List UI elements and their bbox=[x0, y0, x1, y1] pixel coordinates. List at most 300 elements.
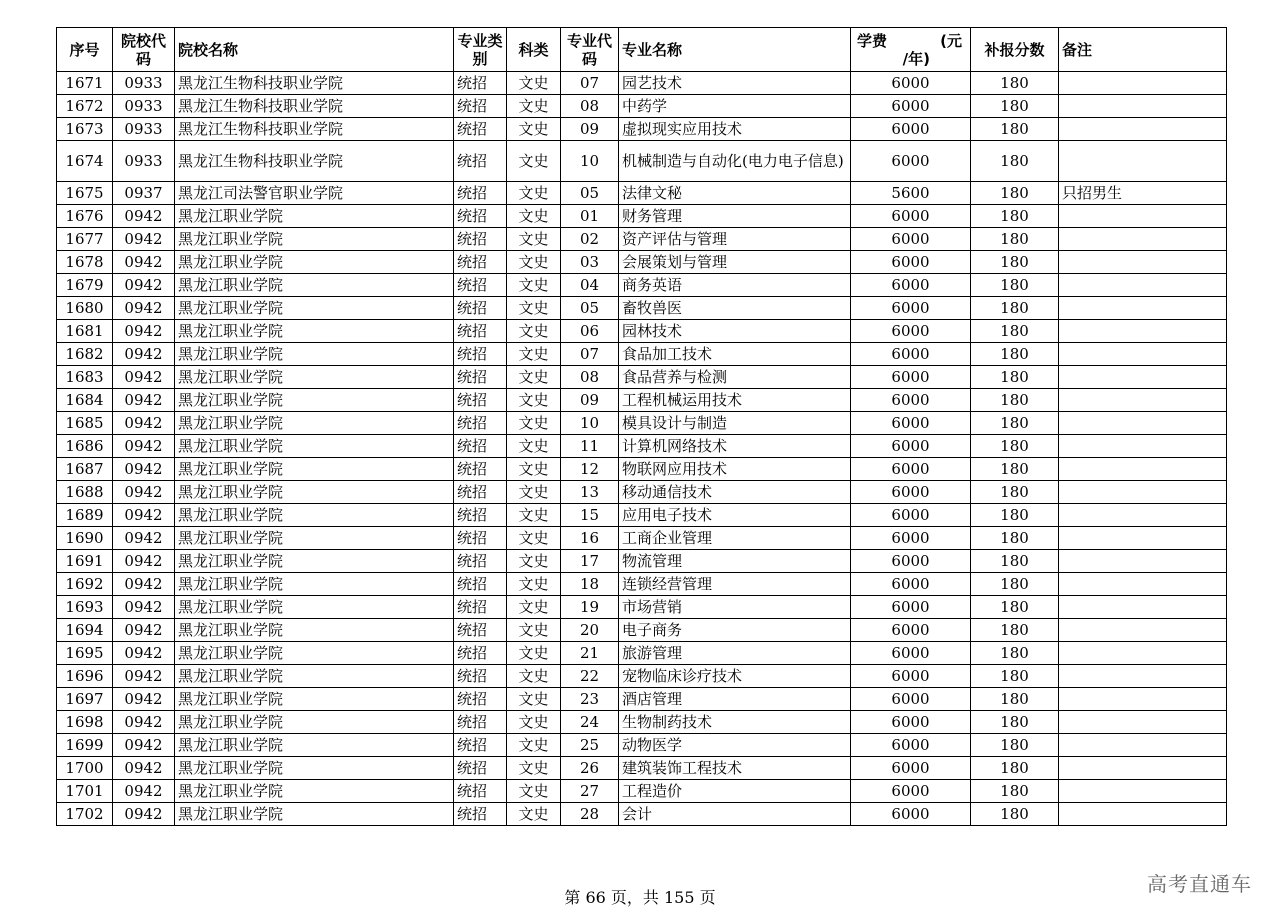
table-row bbox=[57, 389, 1227, 412]
table-row bbox=[57, 366, 1227, 389]
table-row bbox=[57, 228, 1227, 251]
cell-major-code: 23 bbox=[561, 688, 619, 711]
cell-score: 180 bbox=[971, 72, 1059, 95]
cell-score: 180 bbox=[971, 366, 1059, 389]
cell-major-code: 28 bbox=[561, 803, 619, 826]
cell-major-code: 08 bbox=[561, 95, 619, 118]
table-row bbox=[57, 481, 1227, 504]
cell-school-name: 黑龙江职业学院 bbox=[175, 757, 454, 780]
cell-school-name: 黑龙江职业学院 bbox=[175, 688, 454, 711]
cell-school-code: 0942 bbox=[113, 251, 175, 274]
cell-major-name: 市场营销 bbox=[619, 596, 851, 619]
cell-major-code: 24 bbox=[561, 711, 619, 734]
cell-subject: 文史 bbox=[507, 550, 561, 573]
cell-major-name: 生物制药技术 bbox=[619, 711, 851, 734]
cell-note bbox=[1059, 504, 1227, 527]
cell-fee: 6000 bbox=[851, 251, 971, 274]
cell-subject: 文史 bbox=[507, 343, 561, 366]
header-school-name: 院校名称 bbox=[175, 28, 454, 72]
cell-note bbox=[1059, 435, 1227, 458]
cell-school-name: 黑龙江职业学院 bbox=[175, 642, 454, 665]
cell-school-name: 黑龙江职业学院 bbox=[175, 435, 454, 458]
header-major-code: 专业代码 bbox=[561, 28, 619, 72]
cell-major-type: 统招 bbox=[454, 527, 507, 550]
cell-score: 180 bbox=[971, 435, 1059, 458]
cell-score: 180 bbox=[971, 780, 1059, 803]
cell-subject: 文史 bbox=[507, 619, 561, 642]
table-row bbox=[57, 596, 1227, 619]
cell-major-type: 统招 bbox=[454, 596, 507, 619]
cell-subject: 文史 bbox=[507, 72, 561, 95]
cell-fee: 6000 bbox=[851, 619, 971, 642]
cell-seq: 1671 bbox=[57, 72, 113, 95]
cell-school-code: 0933 bbox=[113, 95, 175, 118]
cell-major-code: 09 bbox=[561, 118, 619, 141]
cell-note bbox=[1059, 596, 1227, 619]
cell-seq: 1696 bbox=[57, 665, 113, 688]
table-row bbox=[57, 118, 1227, 141]
cell-major-name: 法律文秘 bbox=[619, 182, 851, 205]
cell-score: 180 bbox=[971, 389, 1059, 412]
cell-subject: 文史 bbox=[507, 182, 561, 205]
cell-seq: 1680 bbox=[57, 297, 113, 320]
cell-subject: 文史 bbox=[507, 504, 561, 527]
cell-score: 180 bbox=[971, 757, 1059, 780]
cell-major-type: 统招 bbox=[454, 366, 507, 389]
cell-note bbox=[1059, 458, 1227, 481]
cell-school-code: 0942 bbox=[113, 780, 175, 803]
cell-fee: 5600 bbox=[851, 182, 971, 205]
cell-fee: 6000 bbox=[851, 757, 971, 780]
cell-school-code: 0942 bbox=[113, 619, 175, 642]
cell-school-code: 0942 bbox=[113, 550, 175, 573]
cell-major-type: 统招 bbox=[454, 504, 507, 527]
cell-score: 180 bbox=[971, 803, 1059, 826]
cell-score: 180 bbox=[971, 205, 1059, 228]
cell-major-name: 园艺技术 bbox=[619, 72, 851, 95]
cell-fee: 6000 bbox=[851, 274, 971, 297]
cell-major-name: 财务管理 bbox=[619, 205, 851, 228]
table-body bbox=[57, 72, 1227, 826]
cell-major-code: 25 bbox=[561, 734, 619, 757]
cell-note bbox=[1059, 366, 1227, 389]
cell-note bbox=[1059, 205, 1227, 228]
cell-school-code: 0942 bbox=[113, 481, 175, 504]
table-row bbox=[57, 458, 1227, 481]
cell-major-type: 统招 bbox=[454, 734, 507, 757]
cell-score: 180 bbox=[971, 297, 1059, 320]
cell-major-name: 计算机网络技术 bbox=[619, 435, 851, 458]
cell-major-code: 17 bbox=[561, 550, 619, 573]
cell-fee: 6000 bbox=[851, 504, 971, 527]
cell-note bbox=[1059, 297, 1227, 320]
cell-school-name: 黑龙江职业学院 bbox=[175, 734, 454, 757]
cell-major-type: 统招 bbox=[454, 297, 507, 320]
cell-seq: 1685 bbox=[57, 412, 113, 435]
cell-seq: 1677 bbox=[57, 228, 113, 251]
cell-school-code: 0942 bbox=[113, 366, 175, 389]
cell-fee: 6000 bbox=[851, 141, 971, 182]
cell-major-type: 统招 bbox=[454, 389, 507, 412]
cell-major-name: 宠物临床诊疗技术 bbox=[619, 665, 851, 688]
cell-subject: 文史 bbox=[507, 205, 561, 228]
cell-score: 180 bbox=[971, 619, 1059, 642]
table-row bbox=[57, 412, 1227, 435]
cell-score: 180 bbox=[971, 458, 1059, 481]
cell-score: 180 bbox=[971, 527, 1059, 550]
cell-subject: 文史 bbox=[507, 435, 561, 458]
cell-school-code: 0942 bbox=[113, 228, 175, 251]
cell-score: 180 bbox=[971, 274, 1059, 297]
cell-school-code: 0942 bbox=[113, 320, 175, 343]
cell-note bbox=[1059, 343, 1227, 366]
cell-seq: 1697 bbox=[57, 688, 113, 711]
cell-major-name: 模具设计与制造 bbox=[619, 412, 851, 435]
cell-major-type: 统招 bbox=[454, 803, 507, 826]
cell-school-name: 黑龙江职业学院 bbox=[175, 527, 454, 550]
cell-school-name: 黑龙江职业学院 bbox=[175, 619, 454, 642]
cell-major-name: 工程机械运用技术 bbox=[619, 389, 851, 412]
header-score: 补报分数 bbox=[971, 28, 1059, 72]
cell-school-name: 黑龙江生物科技职业学院 bbox=[175, 72, 454, 95]
cell-note bbox=[1059, 72, 1227, 95]
cell-score: 180 bbox=[971, 228, 1059, 251]
cell-subject: 文史 bbox=[507, 642, 561, 665]
cell-note bbox=[1059, 228, 1227, 251]
cell-fee: 6000 bbox=[851, 688, 971, 711]
cell-score: 180 bbox=[971, 95, 1059, 118]
cell-score: 180 bbox=[971, 665, 1059, 688]
cell-seq: 1690 bbox=[57, 527, 113, 550]
table-row bbox=[57, 182, 1227, 205]
cell-note bbox=[1059, 481, 1227, 504]
table-row bbox=[57, 642, 1227, 665]
cell-school-name: 黑龙江职业学院 bbox=[175, 711, 454, 734]
cell-school-name: 黑龙江职业学院 bbox=[175, 504, 454, 527]
cell-score: 180 bbox=[971, 688, 1059, 711]
cell-score: 180 bbox=[971, 251, 1059, 274]
cell-school-code: 0942 bbox=[113, 458, 175, 481]
cell-note bbox=[1059, 711, 1227, 734]
cell-major-code: 05 bbox=[561, 297, 619, 320]
cell-subject: 文史 bbox=[507, 320, 561, 343]
cell-note bbox=[1059, 550, 1227, 573]
table-row bbox=[57, 297, 1227, 320]
cell-major-type: 统招 bbox=[454, 343, 507, 366]
cell-fee: 6000 bbox=[851, 435, 971, 458]
page-footer: 第 66 页，共 155 页 bbox=[564, 888, 716, 907]
cell-score: 180 bbox=[971, 343, 1059, 366]
watermark-logo: 高考直通车 bbox=[1147, 872, 1252, 896]
cell-major-code: 27 bbox=[561, 780, 619, 803]
cell-subject: 文史 bbox=[507, 527, 561, 550]
cell-major-name: 商务英语 bbox=[619, 274, 851, 297]
cell-school-code: 0942 bbox=[113, 412, 175, 435]
cell-major-type: 统招 bbox=[454, 665, 507, 688]
table-row bbox=[57, 527, 1227, 550]
cell-fee: 6000 bbox=[851, 573, 971, 596]
cell-school-code: 0937 bbox=[113, 182, 175, 205]
cell-major-code: 06 bbox=[561, 320, 619, 343]
cell-note bbox=[1059, 320, 1227, 343]
cell-subject: 文史 bbox=[507, 481, 561, 504]
cell-seq: 1695 bbox=[57, 642, 113, 665]
cell-seq: 1699 bbox=[57, 734, 113, 757]
cell-note bbox=[1059, 412, 1227, 435]
table-row bbox=[57, 95, 1227, 118]
cell-note: 只招男生 bbox=[1059, 182, 1227, 205]
cell-seq: 1674 bbox=[57, 141, 113, 182]
cell-major-name: 物流管理 bbox=[619, 550, 851, 573]
table-row bbox=[57, 573, 1227, 596]
header-fee bbox=[851, 28, 971, 72]
table-row bbox=[57, 780, 1227, 803]
cell-note bbox=[1059, 619, 1227, 642]
cell-major-code: 03 bbox=[561, 251, 619, 274]
table-row bbox=[57, 320, 1227, 343]
cell-major-type: 统招 bbox=[454, 72, 507, 95]
header-fee-unit-close: /年) bbox=[902, 50, 930, 68]
cell-seq: 1694 bbox=[57, 619, 113, 642]
cell-school-name: 黑龙江职业学院 bbox=[175, 366, 454, 389]
cell-note bbox=[1059, 118, 1227, 141]
cell-seq: 1678 bbox=[57, 251, 113, 274]
cell-seq: 1683 bbox=[57, 366, 113, 389]
cell-major-type: 统招 bbox=[454, 711, 507, 734]
cell-major-code: 18 bbox=[561, 573, 619, 596]
cell-fee: 6000 bbox=[851, 734, 971, 757]
header-seq: 序号 bbox=[57, 28, 113, 72]
cell-seq: 1702 bbox=[57, 803, 113, 826]
cell-major-code: 26 bbox=[561, 757, 619, 780]
cell-note bbox=[1059, 141, 1227, 182]
cell-school-name: 黑龙江司法警官职业学院 bbox=[175, 182, 454, 205]
cell-school-code: 0942 bbox=[113, 757, 175, 780]
cell-major-code: 21 bbox=[561, 642, 619, 665]
cell-subject: 文史 bbox=[507, 688, 561, 711]
cell-major-code: 01 bbox=[561, 205, 619, 228]
cell-fee: 6000 bbox=[851, 389, 971, 412]
header-major-name: 专业名称 bbox=[619, 28, 851, 72]
cell-major-type: 统招 bbox=[454, 435, 507, 458]
cell-school-code: 0942 bbox=[113, 389, 175, 412]
cell-seq: 1701 bbox=[57, 780, 113, 803]
cell-score: 180 bbox=[971, 504, 1059, 527]
table-row bbox=[57, 734, 1227, 757]
cell-school-code: 0933 bbox=[113, 72, 175, 95]
cell-seq: 1672 bbox=[57, 95, 113, 118]
cell-school-name: 黑龙江职业学院 bbox=[175, 458, 454, 481]
cell-fee: 6000 bbox=[851, 803, 971, 826]
cell-major-type: 统招 bbox=[454, 141, 507, 182]
cell-major-name: 酒店管理 bbox=[619, 688, 851, 711]
cell-note bbox=[1059, 95, 1227, 118]
cell-seq: 1687 bbox=[57, 458, 113, 481]
cell-school-name: 黑龙江职业学院 bbox=[175, 803, 454, 826]
cell-major-name: 食品加工技术 bbox=[619, 343, 851, 366]
cell-school-name: 黑龙江职业学院 bbox=[175, 665, 454, 688]
cell-seq: 1679 bbox=[57, 274, 113, 297]
cell-note bbox=[1059, 389, 1227, 412]
admission-table bbox=[56, 27, 1227, 826]
cell-school-name: 黑龙江生物科技职业学院 bbox=[175, 118, 454, 141]
cell-major-code: 02 bbox=[561, 228, 619, 251]
cell-school-name: 黑龙江职业学院 bbox=[175, 573, 454, 596]
cell-major-code: 10 bbox=[561, 141, 619, 182]
cell-major-name: 工商企业管理 bbox=[619, 527, 851, 550]
cell-subject: 文史 bbox=[507, 596, 561, 619]
cell-score: 180 bbox=[971, 412, 1059, 435]
cell-school-name: 黑龙江职业学院 bbox=[175, 274, 454, 297]
cell-major-type: 统招 bbox=[454, 481, 507, 504]
cell-major-type: 统招 bbox=[454, 95, 507, 118]
cell-major-code: 16 bbox=[561, 527, 619, 550]
cell-note bbox=[1059, 527, 1227, 550]
cell-major-type: 统招 bbox=[454, 251, 507, 274]
cell-subject: 文史 bbox=[507, 780, 561, 803]
table-row bbox=[57, 274, 1227, 297]
cell-major-type: 统招 bbox=[454, 550, 507, 573]
cell-score: 180 bbox=[971, 711, 1059, 734]
cell-school-code: 0942 bbox=[113, 274, 175, 297]
cell-score: 180 bbox=[971, 596, 1059, 619]
cell-major-type: 统招 bbox=[454, 642, 507, 665]
cell-major-type: 统招 bbox=[454, 780, 507, 803]
cell-school-code: 0942 bbox=[113, 205, 175, 228]
cell-major-type: 统招 bbox=[454, 118, 507, 141]
cell-major-code: 15 bbox=[561, 504, 619, 527]
cell-score: 180 bbox=[971, 141, 1059, 182]
cell-school-code: 0942 bbox=[113, 665, 175, 688]
cell-school-name: 黑龙江职业学院 bbox=[175, 320, 454, 343]
cell-note bbox=[1059, 573, 1227, 596]
cell-major-code: 07 bbox=[561, 343, 619, 366]
cell-school-name: 黑龙江生物科技职业学院 bbox=[175, 141, 454, 182]
cell-major-code: 10 bbox=[561, 412, 619, 435]
table-row bbox=[57, 688, 1227, 711]
cell-major-type: 统招 bbox=[454, 320, 507, 343]
cell-major-name: 旅游管理 bbox=[619, 642, 851, 665]
cell-fee: 6000 bbox=[851, 297, 971, 320]
cell-note bbox=[1059, 734, 1227, 757]
cell-subject: 文史 bbox=[507, 95, 561, 118]
table-row bbox=[57, 550, 1227, 573]
cell-major-type: 统招 bbox=[454, 573, 507, 596]
cell-seq: 1676 bbox=[57, 205, 113, 228]
cell-major-name: 畜牧兽医 bbox=[619, 297, 851, 320]
cell-subject: 文史 bbox=[507, 412, 561, 435]
cell-note bbox=[1059, 688, 1227, 711]
cell-fee: 6000 bbox=[851, 642, 971, 665]
cell-seq: 1691 bbox=[57, 550, 113, 573]
cell-score: 180 bbox=[971, 642, 1059, 665]
table-row bbox=[57, 757, 1227, 780]
cell-school-code: 0933 bbox=[113, 141, 175, 182]
cell-school-code: 0942 bbox=[113, 711, 175, 734]
cell-major-type: 统招 bbox=[454, 412, 507, 435]
cell-subject: 文史 bbox=[507, 573, 561, 596]
cell-seq: 1673 bbox=[57, 118, 113, 141]
cell-fee: 6000 bbox=[851, 550, 971, 573]
cell-subject: 文史 bbox=[507, 228, 561, 251]
cell-seq: 1700 bbox=[57, 757, 113, 780]
cell-fee: 6000 bbox=[851, 72, 971, 95]
cell-fee: 6000 bbox=[851, 458, 971, 481]
cell-school-code: 0942 bbox=[113, 596, 175, 619]
cell-school-name: 黑龙江职业学院 bbox=[175, 412, 454, 435]
cell-major-name: 虚拟现实应用技术 bbox=[619, 118, 851, 141]
cell-subject: 文史 bbox=[507, 251, 561, 274]
table-row bbox=[57, 435, 1227, 458]
cell-fee: 6000 bbox=[851, 780, 971, 803]
cell-score: 180 bbox=[971, 182, 1059, 205]
cell-score: 180 bbox=[971, 481, 1059, 504]
cell-subject: 文史 bbox=[507, 458, 561, 481]
header-subject: 科类 bbox=[507, 28, 561, 72]
cell-major-name: 会计 bbox=[619, 803, 851, 826]
cell-subject: 文史 bbox=[507, 274, 561, 297]
header-row bbox=[57, 28, 1227, 72]
cell-school-name: 黑龙江职业学院 bbox=[175, 228, 454, 251]
cell-school-name: 黑龙江职业学院 bbox=[175, 343, 454, 366]
cell-seq: 1681 bbox=[57, 320, 113, 343]
cell-subject: 文史 bbox=[507, 297, 561, 320]
cell-major-code: 07 bbox=[561, 72, 619, 95]
cell-major-code: 20 bbox=[561, 619, 619, 642]
cell-fee: 6000 bbox=[851, 228, 971, 251]
table-row bbox=[57, 803, 1227, 826]
header-fee-label: 学费 bbox=[857, 32, 888, 50]
cell-school-name: 黑龙江职业学院 bbox=[175, 251, 454, 274]
cell-school-name: 黑龙江职业学院 bbox=[175, 596, 454, 619]
cell-seq: 1698 bbox=[57, 711, 113, 734]
cell-fee: 6000 bbox=[851, 366, 971, 389]
cell-school-name: 黑龙江生物科技职业学院 bbox=[175, 95, 454, 118]
cell-major-name: 建筑装饰工程技术 bbox=[619, 757, 851, 780]
cell-school-name: 黑龙江职业学院 bbox=[175, 297, 454, 320]
cell-school-code: 0942 bbox=[113, 527, 175, 550]
cell-major-type: 统招 bbox=[454, 688, 507, 711]
cell-fee: 6000 bbox=[851, 711, 971, 734]
cell-seq: 1686 bbox=[57, 435, 113, 458]
cell-major-code: 12 bbox=[561, 458, 619, 481]
header-note: 备注 bbox=[1059, 28, 1227, 72]
table-row bbox=[57, 141, 1227, 182]
cell-school-name: 黑龙江职业学院 bbox=[175, 780, 454, 803]
cell-seq: 1693 bbox=[57, 596, 113, 619]
cell-school-code: 0942 bbox=[113, 343, 175, 366]
cell-note bbox=[1059, 642, 1227, 665]
table-row bbox=[57, 72, 1227, 95]
cell-fee: 6000 bbox=[851, 665, 971, 688]
cell-major-name: 物联网应用技术 bbox=[619, 458, 851, 481]
cell-note bbox=[1059, 665, 1227, 688]
table-row bbox=[57, 665, 1227, 688]
cell-major-code: 05 bbox=[561, 182, 619, 205]
header-major-type: 专业类别 bbox=[454, 28, 507, 72]
cell-subject: 文史 bbox=[507, 757, 561, 780]
cell-fee: 6000 bbox=[851, 118, 971, 141]
cell-school-code: 0942 bbox=[113, 688, 175, 711]
cell-seq: 1682 bbox=[57, 343, 113, 366]
cell-fee: 6000 bbox=[851, 596, 971, 619]
cell-subject: 文史 bbox=[507, 711, 561, 734]
cell-subject: 文史 bbox=[507, 665, 561, 688]
table-row bbox=[57, 251, 1227, 274]
cell-major-type: 统招 bbox=[454, 205, 507, 228]
cell-major-type: 统招 bbox=[454, 458, 507, 481]
cell-note bbox=[1059, 757, 1227, 780]
